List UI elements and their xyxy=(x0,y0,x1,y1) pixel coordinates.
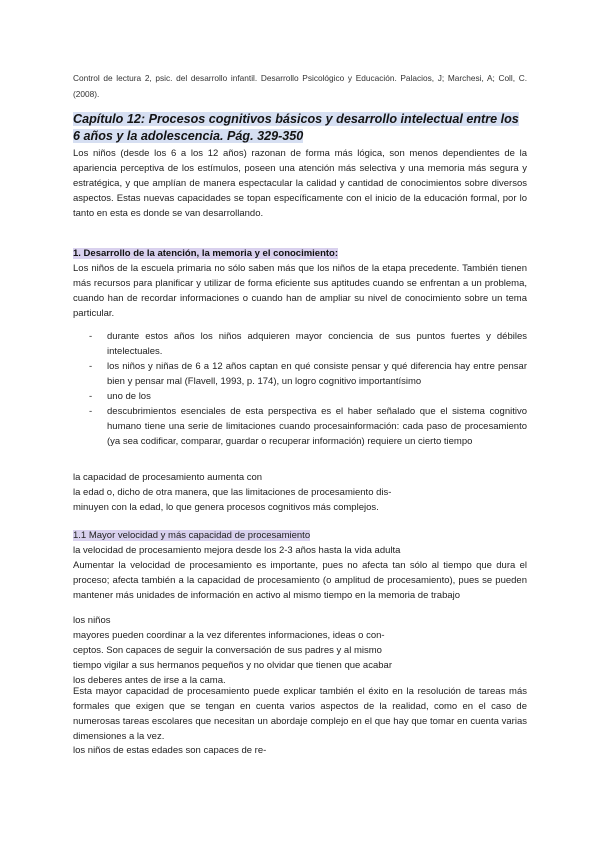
text-line: minuyen con la edad, lo que genera procesos cognitivos más complejos. xyxy=(73,502,379,513)
section1-heading: 1. Desarrollo de la atención, la memoria y el conocimiento: xyxy=(73,248,339,259)
bullet-text: descubrimientos esenciales de esta perspectiva es el haber señalado que el sistema cognitivo humano tiene una serie de limitaciones cuando procesainformación: cada paso de procesamiento (ya sea codificar, comparar, guardar o recuperar información) requiere un cierto tiempo xyxy=(107,406,527,447)
chapter-title-text: Capítulo 12: Procesos cognitivos básicos y desarrollo intelectual entre los 6 años y la adolescencia. Pág. 329-350 xyxy=(73,112,519,143)
section1-1-heading: 1.1 Mayor velocidad y más capacidad de procesamiento xyxy=(73,530,311,541)
section1-closing xyxy=(73,470,527,515)
bullet-text: uno de los xyxy=(107,391,151,402)
bullet-item xyxy=(73,329,527,359)
text-line: mayores pueden coordinar a la vez diferentes informaciones, ideas o con- xyxy=(73,630,385,641)
bullet-dash: - xyxy=(89,406,93,417)
bullet-item xyxy=(73,359,527,389)
bullet-dash: - xyxy=(89,331,93,342)
bullet-dash: - xyxy=(89,391,93,402)
text-line: tiempo vigilar a sus hermanos pequeños y no olvidar que tienen que acabar xyxy=(73,660,392,671)
section1-1-last-line: los niños de estas edades son capaces de re- xyxy=(73,745,267,756)
citation-header: Control de lectura 2, psic. del desarrollo infantil. Desarrollo Psicológico y Educación. Palacios, J; Marchesi, A; Coll, C. (2008). xyxy=(73,73,527,99)
chapter-title xyxy=(73,111,527,145)
bullet-item xyxy=(73,404,527,449)
bullet-text: durante estos años los niños adquieren mayor conciencia de sus puntos fuertes y débiles intelectuales. xyxy=(107,331,527,357)
text-line: los niños xyxy=(73,615,111,626)
section1-1-lines xyxy=(73,613,527,688)
bullet-dash: - xyxy=(89,361,93,372)
text-line: la capacidad de procesamiento aumenta con xyxy=(73,472,263,483)
section1-heading-block xyxy=(73,246,527,261)
section1-1-heading-block xyxy=(73,528,527,543)
bullet-item xyxy=(73,389,527,404)
section1-1-paragraph2: Esta mayor capacidad de procesamiento puede explicar también el éxito en la resolución de tareas más formales que exigen que se tengan en cuenta varios aspectos de la realidad, como en el caso de numerosas tareas escolares que necesitan un abordaje complejo en el que hay que tomar en cuenta varias dimensiones a la vez. xyxy=(73,686,527,742)
section1-paragraph: Los niños de la escuela primaria no sólo saben más que los niños de la etapa precedente. También tienen más recursos para planificar y utilizar de forma eficiente sus aptitudes cuando se enfrentan a un problema, cuando han de recordar informaciones o cuando han de ampliar su nivel de conocimiento sobre un tema particular. xyxy=(73,263,527,319)
section1-1-paragraph1: Aumentar la velocidad de procesamiento es importante, pues no afecta tan sólo al tiempo que dura el proceso; afecta también a la capacidad de procesamiento (o amplitud de procesamiento), pues se pueden mantener más unidades de información en activo al mismo tiempo en la memoria de trabajo xyxy=(73,560,527,601)
section1-bullet-list xyxy=(73,329,527,449)
text-line: la edad o, dicho de otra manera, que las limitaciones de procesamiento dis- xyxy=(73,487,392,498)
intro-paragraph: Los niños (desde los 6 a los 12 años) razonan de forma más lógica, son menos dependientes de la apariencia perceptiva de los estímulos, poseen una atención más selectiva y una memoria más segura y estratégica, y que amplían de manera espectacular la calidad y cantidad de conocimientos sobre diversos aspectos. Estas nuevas capacidades se topan específicamente con el inicio de la educación formal, por lo tanto en esta es donde se van desarrollando. xyxy=(73,148,527,219)
text-line: los deberes antes de irse a la cama. xyxy=(73,675,226,686)
text-line: ceptos. Son capaces de seguir la conversación de sus padres y al mismo xyxy=(73,645,382,656)
bullet-text: los niños y niñas de 6 a 12 años captan en qué consiste pensar y qué diferencia hay entre pensar bien y pensar mal (Flavell, 1993, p. 174), un logro cognitivo importantísimo xyxy=(107,361,527,387)
section1-1-line1: la velocidad de procesamiento mejora desde los 2-3 años hasta la vida adulta xyxy=(73,545,401,556)
